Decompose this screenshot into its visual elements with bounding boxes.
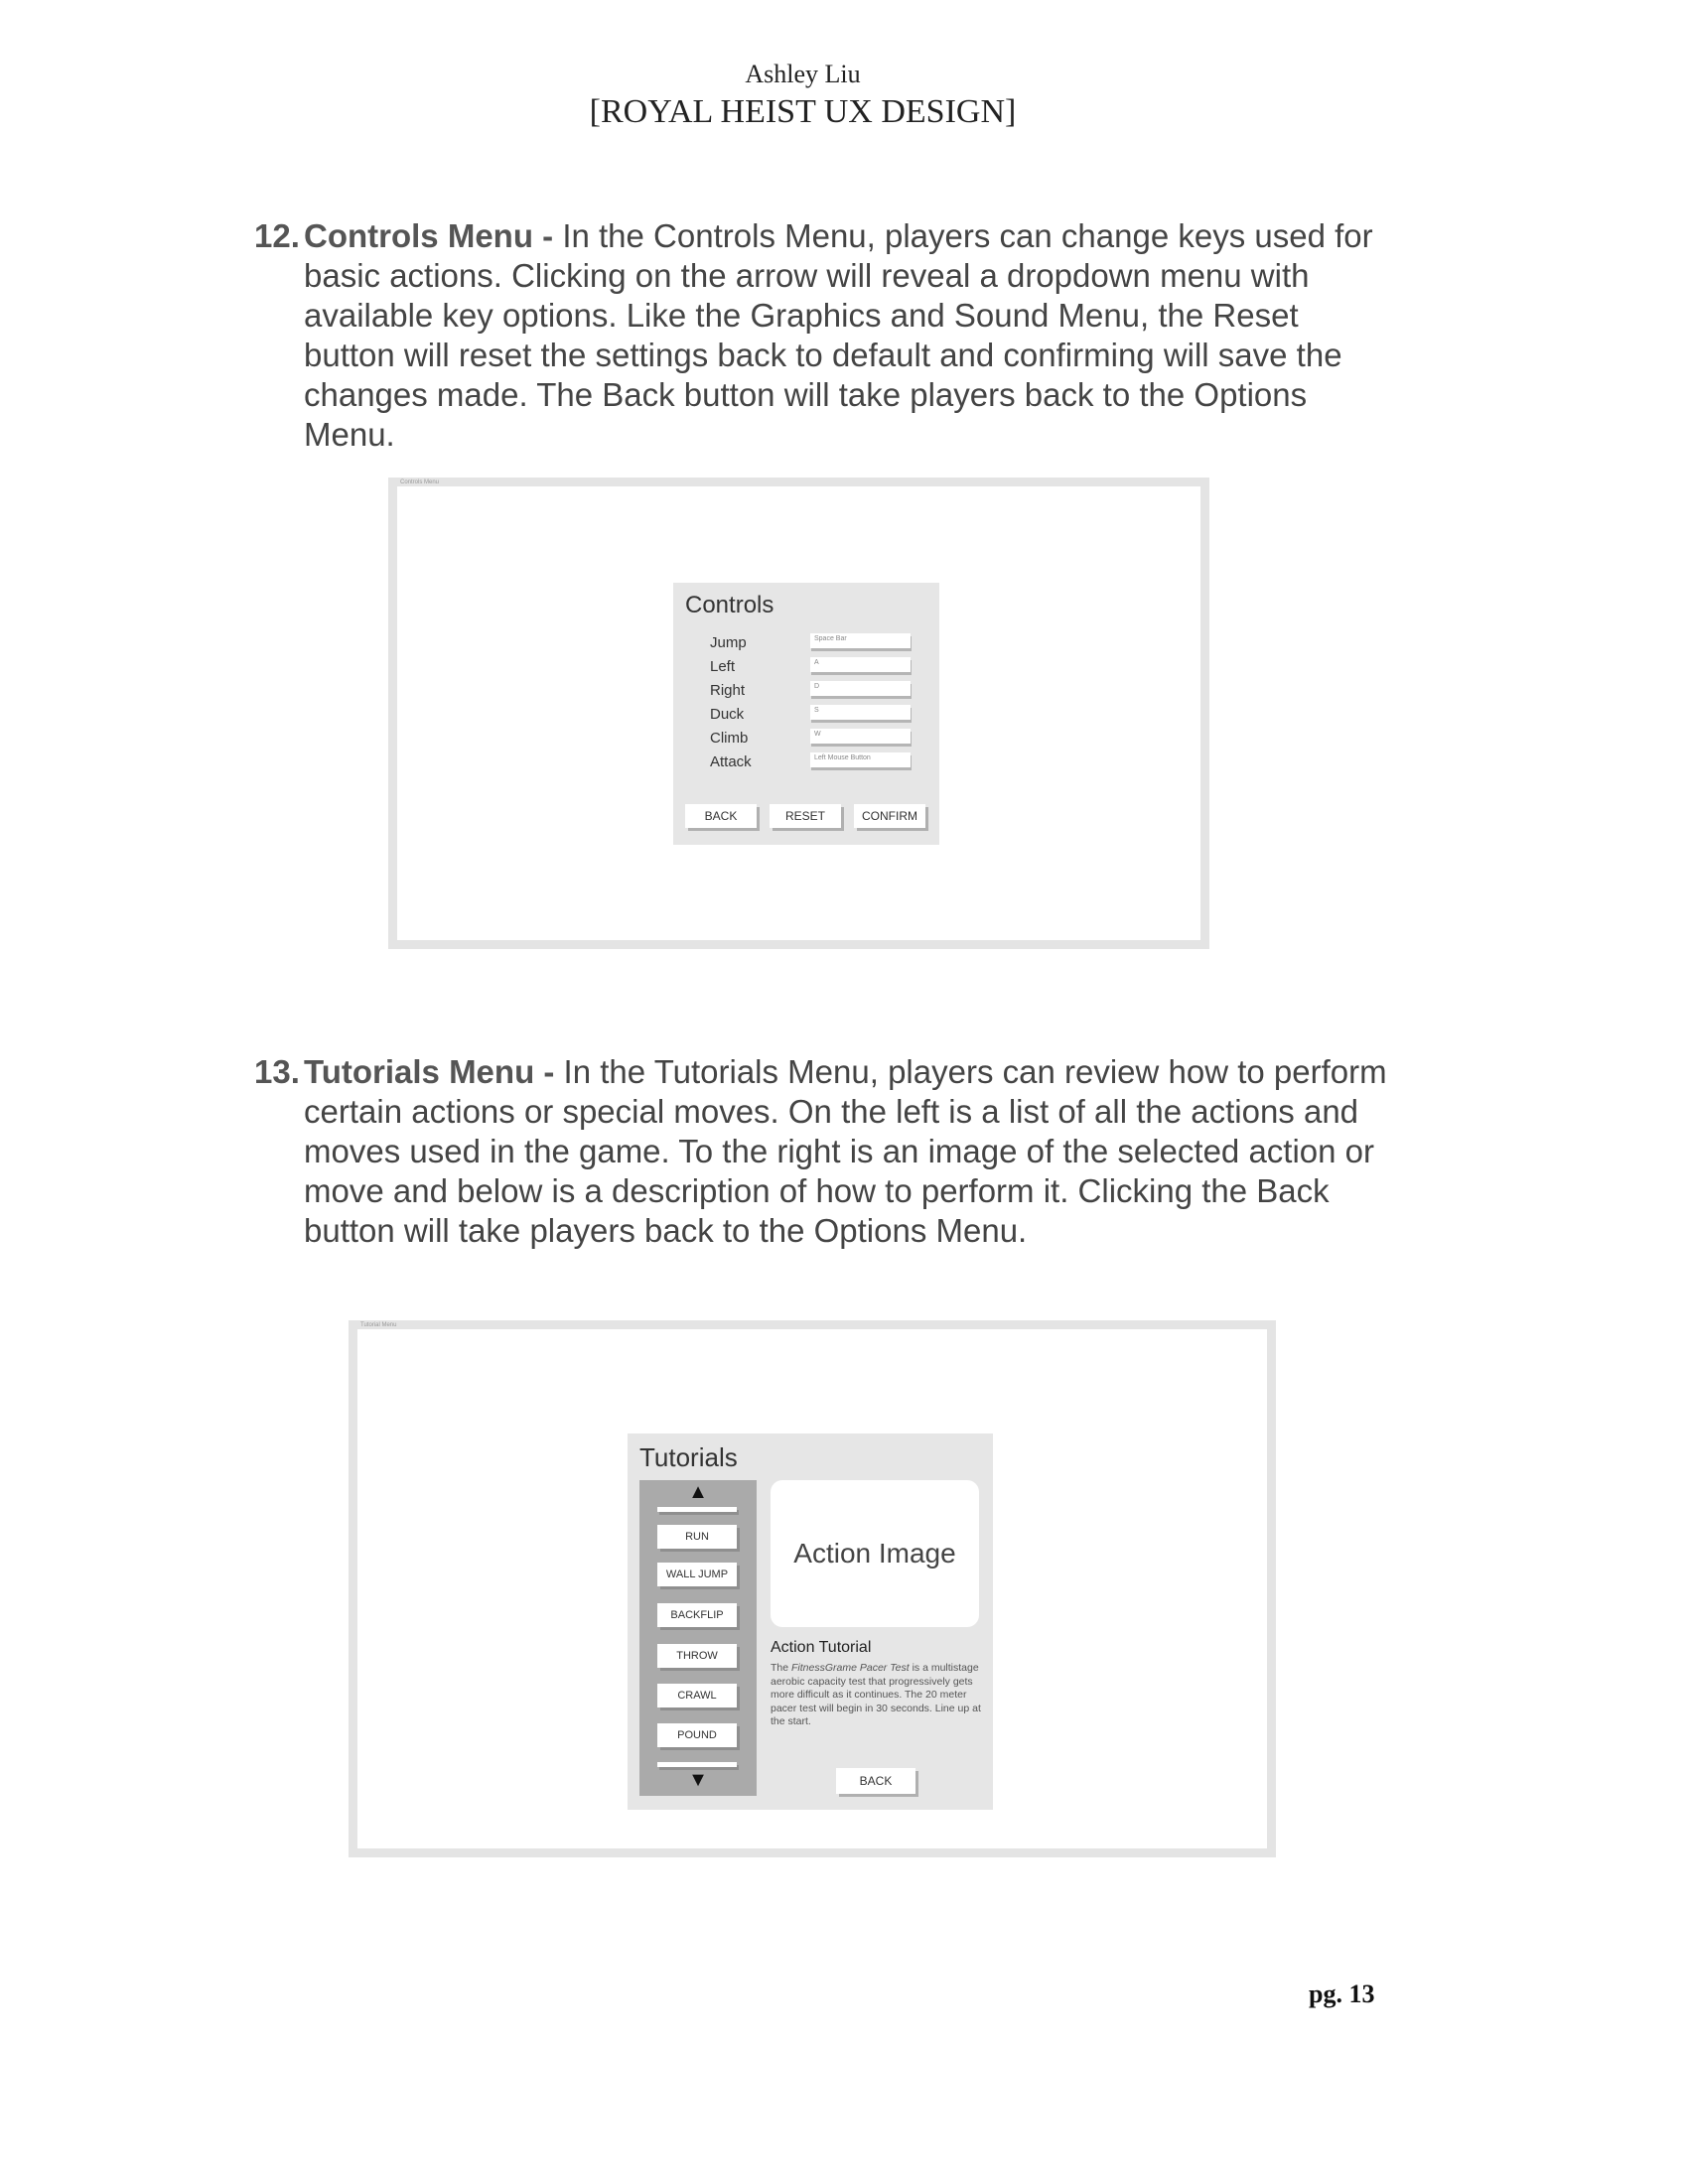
author-name: Ashley Liu [745,60,861,88]
control-label-duck: Duck [710,706,745,723]
tutorial-item-backflip[interactable]: BACKFLIP [657,1603,737,1627]
tutorial-item-crawl[interactable]: CRAWL [657,1684,737,1707]
confirm-button[interactable]: CONFIRM [854,804,925,828]
page-number: pg. 13 [1309,1979,1375,2008]
control-label-left: Left [710,658,736,675]
controls-panel [673,583,939,845]
control-field-jump[interactable]: Space Bar [810,633,911,648]
control-field-attack[interactable]: Left Mouse Button [810,752,911,767]
control-field-left[interactable]: A [810,657,911,672]
control-label-right: Right [710,682,746,699]
scroll-down-arrow-icon[interactable]: ▼ [688,1769,708,1791]
scroll-up-arrow-icon[interactable]: ▲ [688,1481,708,1503]
section-lead: Controls Menu - [304,217,554,254]
section-body [304,1052,1396,1251]
document-title: [ROYAL HEIST UX DESIGN] [589,93,1017,130]
reset-button[interactable]: RESET [770,804,841,828]
control-field-right[interactable]: D [810,681,911,696]
action-tutorial-title: Action Tutorial [771,1639,872,1656]
section-lead: Tutorials Menu - [304,1053,555,1090]
control-label-climb: Climb [710,730,749,747]
action-image-placeholder: Action Image [771,1480,979,1627]
control-label-jump: Jump [710,634,747,651]
list-item-partial [657,1507,737,1512]
controls-menu-frame [388,478,1209,949]
frame-label: Tutorial Menu [360,1322,397,1328]
section-number: 12. [254,217,300,254]
controls-title: Controls [685,592,774,618]
action-tutorial-description: The FitnessGrame Pacer Test is a multistage aerobic capacity test that progressively gets more difficult as it continues. The 20 meter pacer test will begin in 30 seconds. Line up at the start. [771,1662,981,1727]
section-text: In the Tutorials Menu, players can review how to perform certain actions or special moves. On the left is a list of all the actions and moves used in the game. To the right is an image of the selected action or move and below is a description of how to perform it. Clicking the Back button will take players back to the Options Menu. [304,1053,1387,1249]
tutorial-item-throw[interactable]: THROW [657,1644,737,1668]
section-body [304,216,1396,455]
control-field-duck[interactable]: S [810,705,911,720]
tutorials-panel [628,1433,993,1810]
section-tutorials-menu [254,1052,1396,1251]
section-number: 13. [254,1053,300,1090]
tutorials-title: Tutorials [639,1442,738,1472]
tutorial-item-wall-jump[interactable]: WALL JUMP [657,1563,737,1586]
tutorial-item-run[interactable]: RUN [657,1525,737,1549]
section-controls-menu [254,216,1396,455]
section-text: In the Controls Menu, players can change keys used for basic actions. Clicking on the arrow will reveal a dropdown menu with available key options. Like the Graphics and Sound Menu, the Reset button will reset the settings back to default and confirming will save the changes made. The Back button will take players back to the Options Menu. [304,217,1373,453]
back-button[interactable]: BACK [685,804,757,828]
control-field-climb[interactable]: W [810,729,911,744]
back-button[interactable]: BACK [836,1768,915,1794]
list-item-partial [657,1762,737,1767]
frame-label: Controls Menu [400,479,440,485]
tutorials-menu-frame [349,1320,1276,1857]
tutorial-list[interactable] [639,1480,757,1796]
control-label-attack: Attack [710,753,752,770]
tutorial-item-pound[interactable]: POUND [657,1723,737,1747]
